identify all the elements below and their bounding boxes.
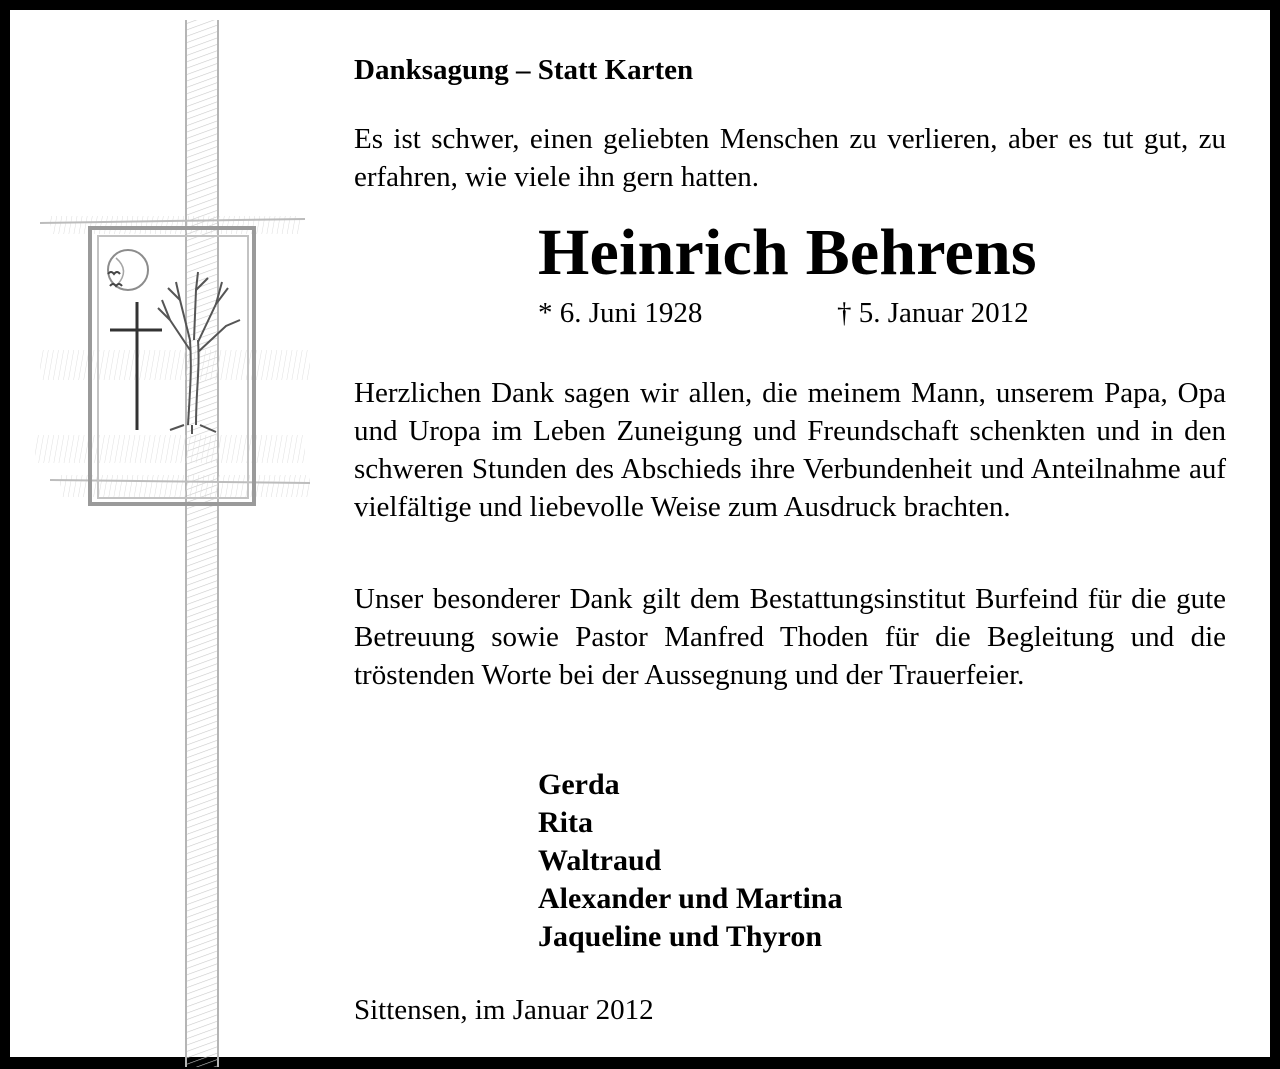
signer-name: Jaqueline und Thyron [538,920,823,953]
horizontal-bands [35,216,310,497]
special-thanks-paragraph: Unser besonderer Dank gilt dem Bestattungsinstitut Burfeind für die gute Betreuung sowie Pastor Manfred Thoden für die Begleitung und die tröstenden Worte bei der Aussegnung und der Trauerfeier. [354,583,1226,691]
notice-heading: Danksagung – Statt Karten [354,54,694,86]
death-date: † 5. Januar 2012 [837,297,1029,329]
signer-name: Waltraud [538,844,662,877]
birth-date: * 6. Juni 1928 [538,297,703,329]
vertical-bar [186,20,218,1067]
signer-name: Gerda [538,768,620,801]
signers-list [538,766,842,956]
thanks-paragraph: Herzlichen Dank sagen wir allen, die meinem Mann, unserem Papa, Opa und Uropa im Leben Zuneigung und Freundschaft schenkten und in den schweren Stunden des Abschieds ihre Verbundenheit und Anteilnahme auf vielfältige und liebevolle Weise zum Ausdruck brachten. [354,377,1226,523]
opening-quote: Es ist schwer, einen geliebten Menschen zu verlieren, aber es tut gut, zu erfahren, wie viele ihn gern hatten. [354,123,1226,193]
deceased-name: Heinrich Behrens [538,216,1037,289]
signer-name: Rita [538,806,593,839]
signer-name: Alexander und Martina [538,882,843,915]
place-date: Sittensen, im Januar 2012 [354,994,654,1026]
memorial-artwork [20,20,320,1067]
life-dates [538,297,1029,330]
